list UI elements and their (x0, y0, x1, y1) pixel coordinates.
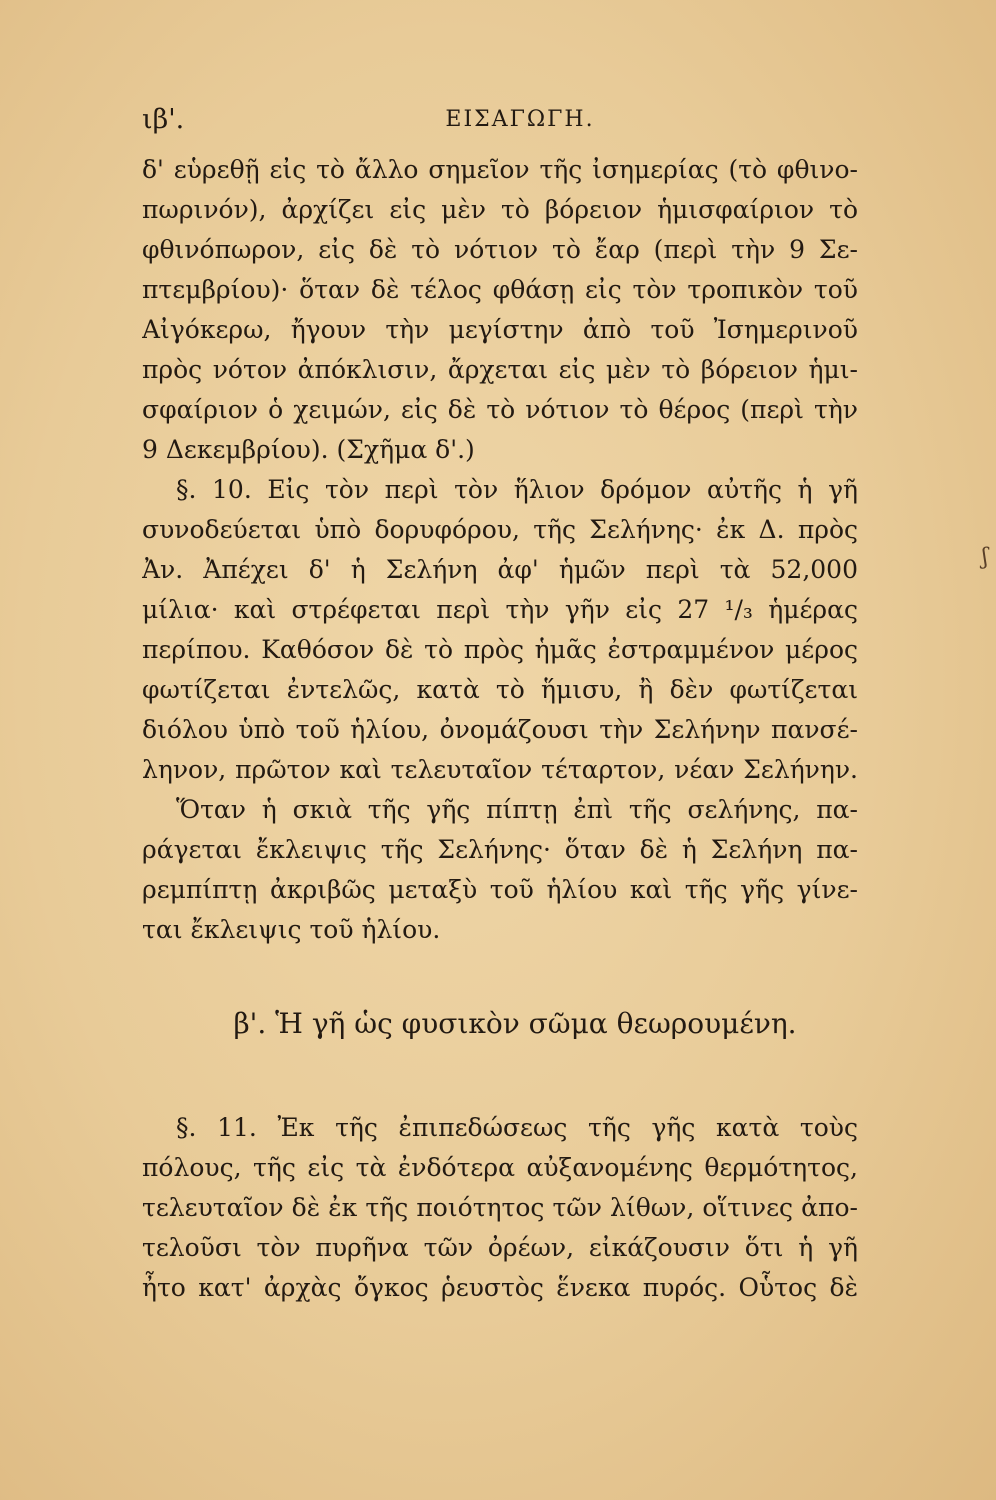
text-line: δ' εὑρεθῇ εἰς τὸ ἄλλο σημεῖον τῆς ἰσημερίας (τὸ φθινο- (142, 155, 858, 184)
text-line: πρὸς νότον ἀπόκλισιν, ἄρχεται εἰς μὲν τὸ βόρειον ἡμι- (142, 355, 858, 384)
page-number: ιβ'. (142, 104, 185, 135)
text-line: πωρινόν), ἀρχίζει εἰς μὲν τὸ βόρειον ἡμισφαίριον τὸ (142, 195, 858, 224)
paragraph-11-start: §. 11. Ἐκ τῆς ἐπιπεδώσεως τῆς γῆς κατὰ τοὺς (176, 1113, 858, 1142)
text-line: ἦτο κατ' ἀρχὰς ὄγκος ῥευστὸς ἕνεκα πυρός. Οὗτος δὲ (142, 1273, 858, 1302)
text-line: ράγεται ἔκλειψις τῆς Σελήνης· ὅταν δὲ ἡ Σελήνη πα- (142, 835, 858, 864)
paragraph-10-start: §. 10. Εἰς τὸν περὶ τὸν ἥλιον δρόμον αὐτῆς ἡ γῆ (176, 475, 858, 504)
text-line: φθινόπωρον, εἰς δὲ τὸ νότιον τὸ ἔαρ (περὶ τὴν 9 Σε- (142, 235, 858, 264)
section-heading: β'. Ἡ γῆ ὡς φυσικὸν σῶμα θεωρουμένη. (233, 1007, 797, 1040)
text-line: μίλια· καὶ στρέφεται περὶ τὴν γῆν εἰς 27 ¹/₃ ἡμέρας (142, 595, 858, 624)
margin-mark: ʃ (982, 545, 988, 570)
text-line: διόλου ὑπὸ τοῦ ἡλίου, ὀνομάζουσι τὴν Σελήνην πανσέ- (142, 715, 858, 744)
text-line: ληνον, πρῶτον καὶ τελευταῖον τέταρτον, νέαν Σελήνην. (142, 755, 858, 784)
text-line: φωτίζεται ἐντελῶς, κατὰ τὸ ἥμισυ, ἢ δὲν φωτίζεται (142, 675, 858, 704)
text-line: Αἰγόκερω, ἤγουν τὴν μεγίστην ἀπὸ τοῦ Ἰσημερινοῦ (142, 315, 858, 344)
text-line: Ἀν. Ἀπέχει δ' ἡ Σελήνη ἀφ' ἡμῶν περὶ τὰ 52,000 (142, 555, 858, 584)
eclipse-paragraph-start: Ὅταν ἡ σκιὰ τῆς γῆς πίπτῃ ἐπὶ τῆς σελήνης, πα- (176, 795, 858, 824)
text-line: πόλους, τῆς εἰς τὰ ἐνδότερα αὐξανομένης θερμότητος, (142, 1153, 858, 1182)
text-line: ται ἔκλειψις τοῦ ἡλίου. (142, 915, 441, 944)
text-line: πτεμβρίου)· ὅταν δὲ τέλος φθάσῃ εἰς τὸν τροπικὸν τοῦ (142, 275, 858, 304)
text-line: τελοῦσι τὸν πυρῆνα τῶν ὀρέων, εἰκάζουσιν ὅτι ἡ γῆ (142, 1233, 858, 1262)
text-line: περίπου. Καθόσον δὲ τὸ πρὸς ἡμᾶς ἐστραμμένον μέρος (142, 635, 858, 664)
text-line: τελευταῖον δὲ ἐκ τῆς ποιότητος τῶν λίθων, οἵτινες ἀπο- (142, 1193, 858, 1222)
page-header (142, 100, 858, 140)
text-line: ρεμπίπτῃ ἀκριβῶς μεταξὺ τοῦ ἡλίου καὶ τῆς γῆς γίνε- (142, 875, 858, 904)
text-line: 9 Δεκεμβρίου). (Σχῆμα δ'.) (142, 435, 475, 464)
text-line: συνοδεύεται ὑπὸ δορυφόρου, τῆς Σελήνης· ἐκ Δ. πρὸς (142, 515, 858, 544)
text-line: σφαίριον ὁ χειμών, εἰς δὲ τὸ νότιον τὸ θέρος (περὶ τὴν (142, 395, 858, 424)
running-title: ΕΙΣΑΓΩΓΗ. (445, 107, 595, 132)
body-text (142, 150, 858, 1308)
